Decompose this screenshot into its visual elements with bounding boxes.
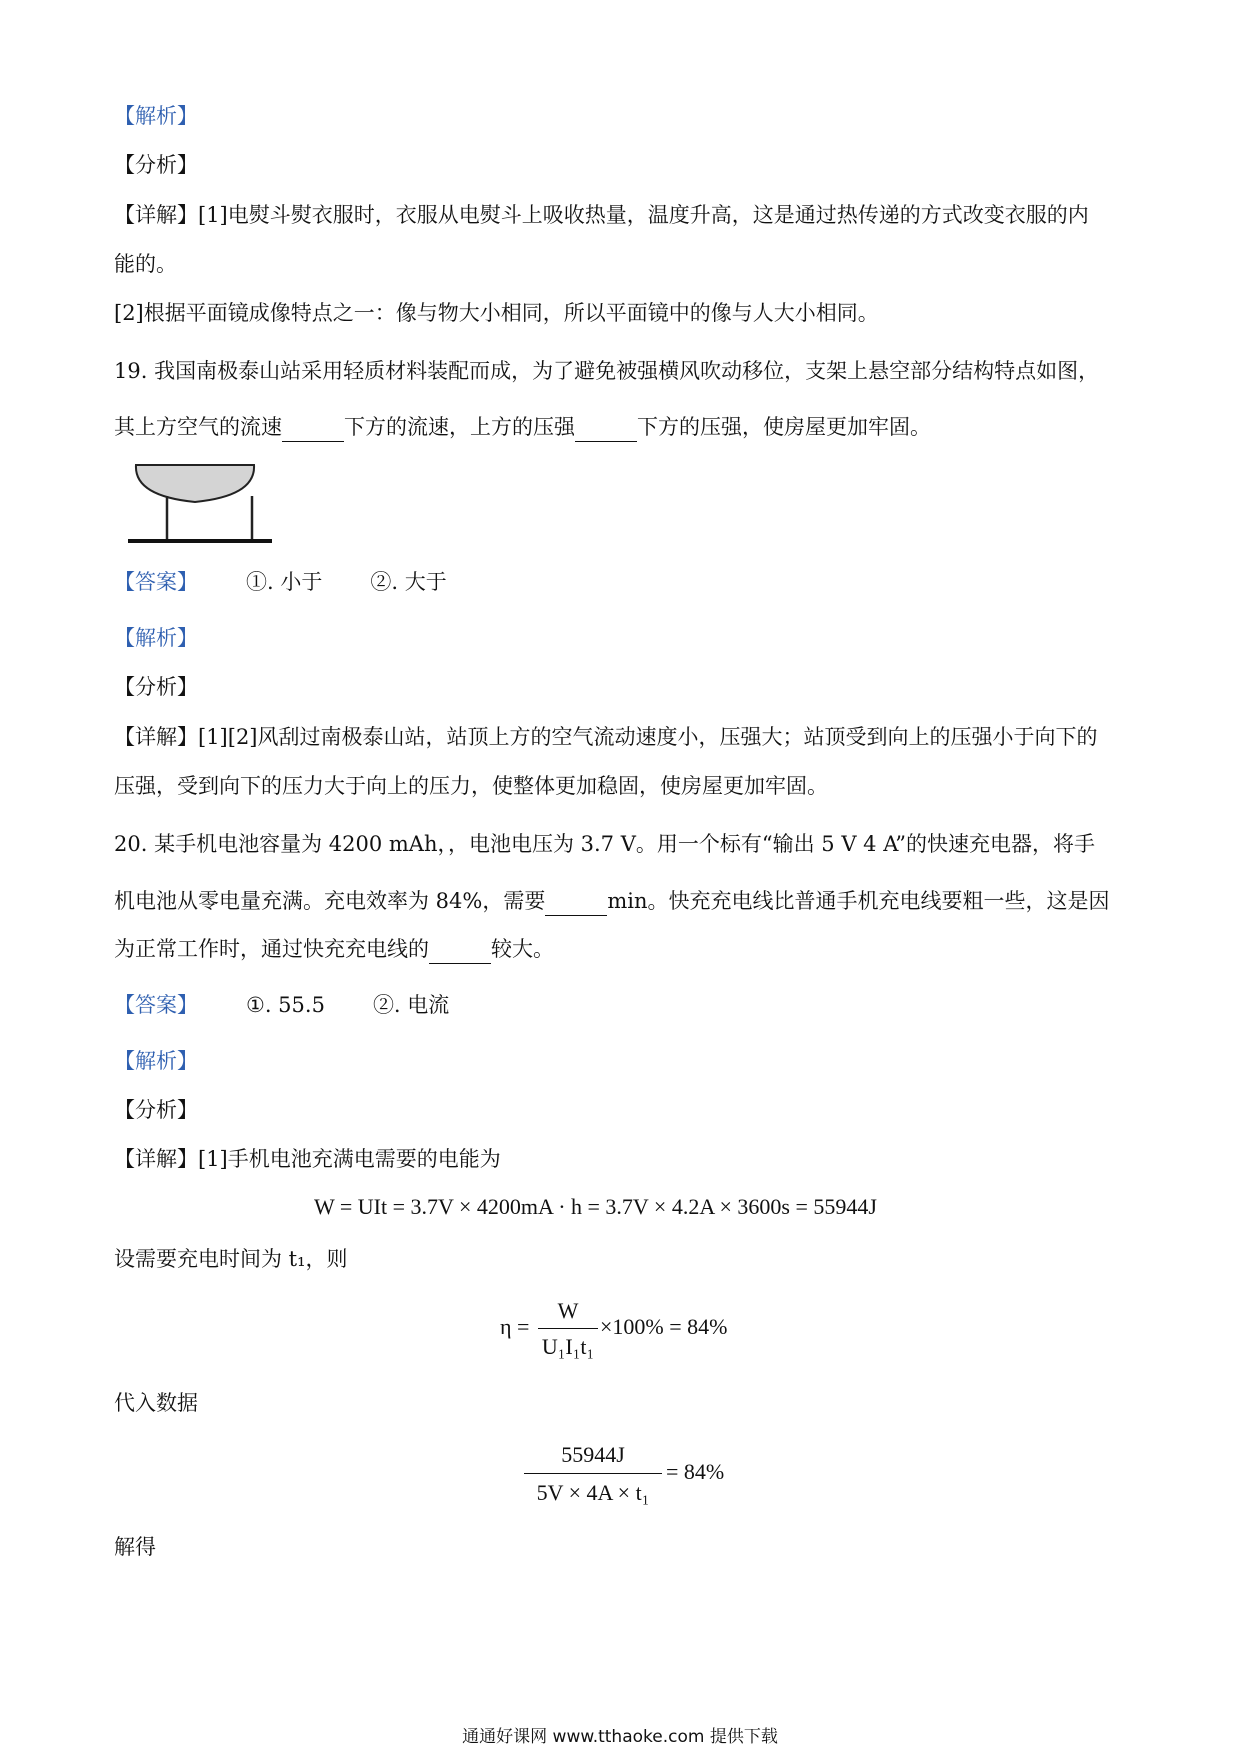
energy-equation: W = UIt = 3.7V × 4200mA · h = 3.7V × 4.2A × 3600s = 55944J bbox=[314, 1194, 877, 1219]
detail-line: 代入数据 bbox=[114, 1391, 198, 1415]
answer-blank bbox=[575, 419, 637, 442]
fraction-bar bbox=[524, 1473, 662, 1474]
detail-line: 【详解】[1]手机电池充满电需要的电能为 bbox=[114, 1147, 501, 1171]
fraction-bar bbox=[538, 1328, 598, 1329]
substitution-denominator: 5V × 4A × t₁ bbox=[536, 1480, 650, 1505]
detail-line: 【详解】[1]电熨斗熨衣服时，衣服从电熨斗上吸收热量，温度升高，这是通过热传递的方式改变衣服的内 bbox=[114, 203, 1089, 227]
question-20-line: 20. 某手机电池容量为 4200 mAh，，电池电压为 3.7 V。用一个标有“输出 5 V 4 A”的快速充电器，将手 bbox=[114, 832, 1096, 856]
answer-blank bbox=[545, 893, 607, 916]
question-20-line bbox=[114, 886, 1110, 916]
question-text: 其上方空气的流速 bbox=[114, 415, 282, 439]
answer-item: ①. 小于 bbox=[246, 570, 323, 594]
page-footer: 通通好课网 www.tthaoke.com 提供下载 bbox=[462, 1727, 778, 1747]
answer-tag: 【答案】 bbox=[114, 570, 198, 594]
substitution-rhs: = 84% bbox=[666, 1459, 725, 1484]
answer-20-line bbox=[114, 990, 449, 1020]
detail-line: 解得 bbox=[114, 1535, 156, 1559]
answer-item: ①. 55.5 bbox=[246, 993, 325, 1017]
substitution-numerator: 55944J bbox=[561, 1442, 625, 1467]
analysis-heading: 【解析】 bbox=[114, 626, 198, 650]
question-19-line: 19. 我国南极泰山站采用轻质材料装配而成，为了避免被强横风吹动移位，支架上悬空部分结构特点如图， bbox=[114, 359, 1100, 383]
question-text: min。快充充电线比普通手机充电线要粗一些，这是因 bbox=[607, 889, 1110, 913]
detail-line: 设需要充电时间为 t₁，则 bbox=[114, 1247, 348, 1271]
answer-item: ②. 电流 bbox=[372, 993, 450, 1017]
detail-line: 压强，受到向下的压力大于向上的压力，使整体更加稳固，使房屋更加牢固。 bbox=[114, 774, 828, 798]
detail-line: 能的。 bbox=[114, 252, 177, 276]
answer-item: ②. 大于 bbox=[370, 570, 447, 594]
answer-blank bbox=[282, 419, 344, 442]
detail-line: [2]根据平面镜成像特点之一：像与物大小相同，所以平面镜中的像与人大小相同。 bbox=[114, 301, 879, 325]
efficiency-eq-denominator: U₁I₁t₁ bbox=[541, 1334, 595, 1359]
question-20-line bbox=[114, 934, 554, 964]
efficiency-eq-numerator: W bbox=[557, 1298, 579, 1323]
question-text: 下方的压强，使房屋更加牢固。 bbox=[637, 415, 931, 439]
analysis-heading: 【解析】 bbox=[114, 104, 198, 128]
sub-analysis-heading: 【分析】 bbox=[114, 153, 198, 177]
answer-blank bbox=[429, 941, 491, 964]
answer-19-line bbox=[114, 567, 447, 597]
answer-tag: 【答案】 bbox=[114, 993, 198, 1017]
question-text: 机电池从零电量充满。充电效率为 84%，需要 bbox=[114, 889, 546, 913]
detail-line: 【详解】[1][2]风刮过南极泰山站，站顶上方的空气流动速度小，压强大；站顶受到向上的压强小于向下的 bbox=[114, 725, 1098, 749]
question-text: 下方的流速，上方的压强 bbox=[344, 415, 575, 439]
question-19-line bbox=[114, 412, 931, 442]
station-support-figure bbox=[124, 462, 274, 550]
efficiency-eq-lhs: η = bbox=[500, 1314, 530, 1339]
efficiency-eq-rhs: ×100% = 84% bbox=[600, 1314, 728, 1339]
sub-analysis-heading: 【分析】 bbox=[114, 675, 198, 699]
sub-analysis-heading: 【分析】 bbox=[114, 1098, 198, 1122]
question-text: 较大。 bbox=[491, 937, 554, 961]
question-text: 为正常工作时，通过快充充电线的 bbox=[114, 937, 429, 961]
analysis-heading: 【解析】 bbox=[114, 1049, 198, 1073]
